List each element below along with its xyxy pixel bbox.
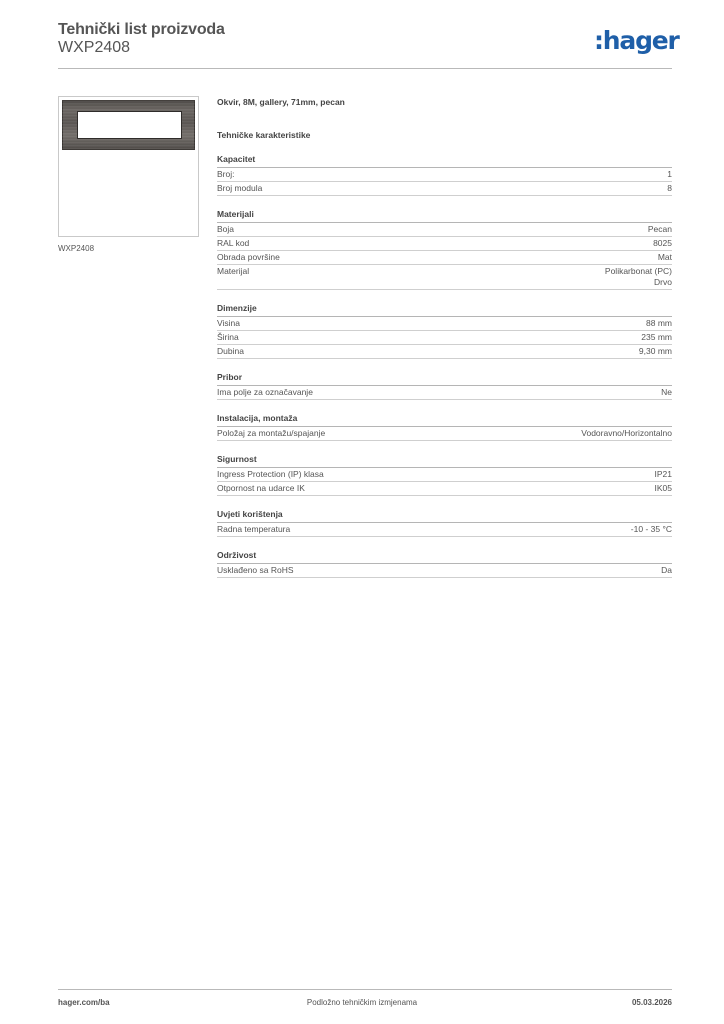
section-title: Kapacitet xyxy=(217,153,672,168)
spec-row xyxy=(217,523,672,537)
section-title: Uvjeti korištenja xyxy=(217,508,672,523)
frame-graphic xyxy=(62,100,195,150)
spec-section xyxy=(217,208,672,290)
footer-website: hager.com/ba xyxy=(58,998,110,1007)
technical-characteristics-heading: Tehničke karakteristike xyxy=(217,130,311,140)
spec-label: Ingress Protection (IP) klasa xyxy=(217,469,324,479)
spec-row xyxy=(217,468,672,482)
spec-row xyxy=(217,482,672,496)
product-image xyxy=(58,96,199,237)
spec-label: Radna temperatura xyxy=(217,524,291,534)
content-column xyxy=(217,96,672,578)
spec-section xyxy=(217,412,672,441)
spec-value: 1 xyxy=(667,169,672,179)
spec-row xyxy=(217,265,672,290)
header-divider xyxy=(58,68,672,69)
spec-label: Položaj za montažu/spajanje xyxy=(217,428,326,438)
spec-value: 88 mm xyxy=(646,318,672,328)
spec-value: IP21 xyxy=(654,469,672,479)
spec-value: Ne xyxy=(661,387,672,397)
hager-logo: :hager xyxy=(594,26,679,55)
spec-row xyxy=(217,386,672,400)
spec-section xyxy=(217,153,672,196)
spec-label: Dubina xyxy=(217,346,244,356)
spec-row xyxy=(217,427,672,441)
spec-value: Pecan xyxy=(647,224,672,234)
spec-label: Usklađeno sa RoHS xyxy=(217,565,294,575)
spec-value: 8 xyxy=(667,183,672,193)
spec-value: Da xyxy=(661,565,672,575)
spec-row xyxy=(217,182,672,196)
spec-value: Polikarbonat (PC) Drvo xyxy=(604,266,672,287)
section-title: Održivost xyxy=(217,549,672,564)
spec-row xyxy=(217,317,672,331)
section-title: Sigurnost xyxy=(217,453,672,468)
section-title: Pribor xyxy=(217,371,672,386)
spec-label: Otpornost na udarce IK xyxy=(217,483,305,493)
spec-row xyxy=(217,331,672,345)
product-description: Okvir, 8M, gallery, 71mm, pecan xyxy=(217,97,345,107)
spec-value: 235 mm xyxy=(641,332,672,342)
spec-value: Mat xyxy=(657,252,672,262)
spec-section xyxy=(217,302,672,359)
spec-row xyxy=(217,251,672,265)
product-code-subtitle: WXP2408 xyxy=(58,39,131,56)
section-title: Dimenzije xyxy=(217,302,672,317)
spec-value: Vodoravno/Horizontalno xyxy=(581,428,672,438)
spec-section xyxy=(217,371,672,400)
spec-label: Obrada površine xyxy=(217,252,280,262)
spec-sections xyxy=(217,153,672,578)
footer-note: Podložno tehničkim izmjenama xyxy=(306,998,418,1007)
spec-label: RAL kod xyxy=(217,238,250,248)
spec-section xyxy=(217,453,672,496)
spec-label: Boja xyxy=(217,224,235,234)
spec-value: IK05 xyxy=(654,483,672,493)
spec-label: Širina xyxy=(217,332,239,342)
spec-label: Broj: xyxy=(217,169,235,179)
spec-value: -10 - 35 °C xyxy=(630,524,672,534)
frame-opening xyxy=(78,112,181,138)
page-title: Tehnički list proizvoda xyxy=(58,21,225,38)
spec-label: Visina xyxy=(217,318,240,328)
spec-value: 8025 xyxy=(653,238,672,248)
spec-row xyxy=(217,168,672,182)
spec-row xyxy=(217,345,672,359)
footer-divider xyxy=(58,989,672,990)
spec-row xyxy=(217,237,672,251)
spec-label: Materijal xyxy=(217,266,250,276)
section-title: Instalacija, montaža xyxy=(217,412,672,427)
footer-date: 05.03.2026 xyxy=(631,998,672,1007)
spec-section xyxy=(217,549,672,578)
spec-value: 9,30 mm xyxy=(638,346,672,356)
spec-label: Broj modula xyxy=(217,183,263,193)
spec-section xyxy=(217,508,672,537)
spec-label: Ima polje za označavanje xyxy=(217,387,313,397)
spec-row xyxy=(217,564,672,578)
image-caption: WXP2408 xyxy=(58,244,95,253)
section-title: Materijali xyxy=(217,208,672,223)
spec-row xyxy=(217,223,672,237)
